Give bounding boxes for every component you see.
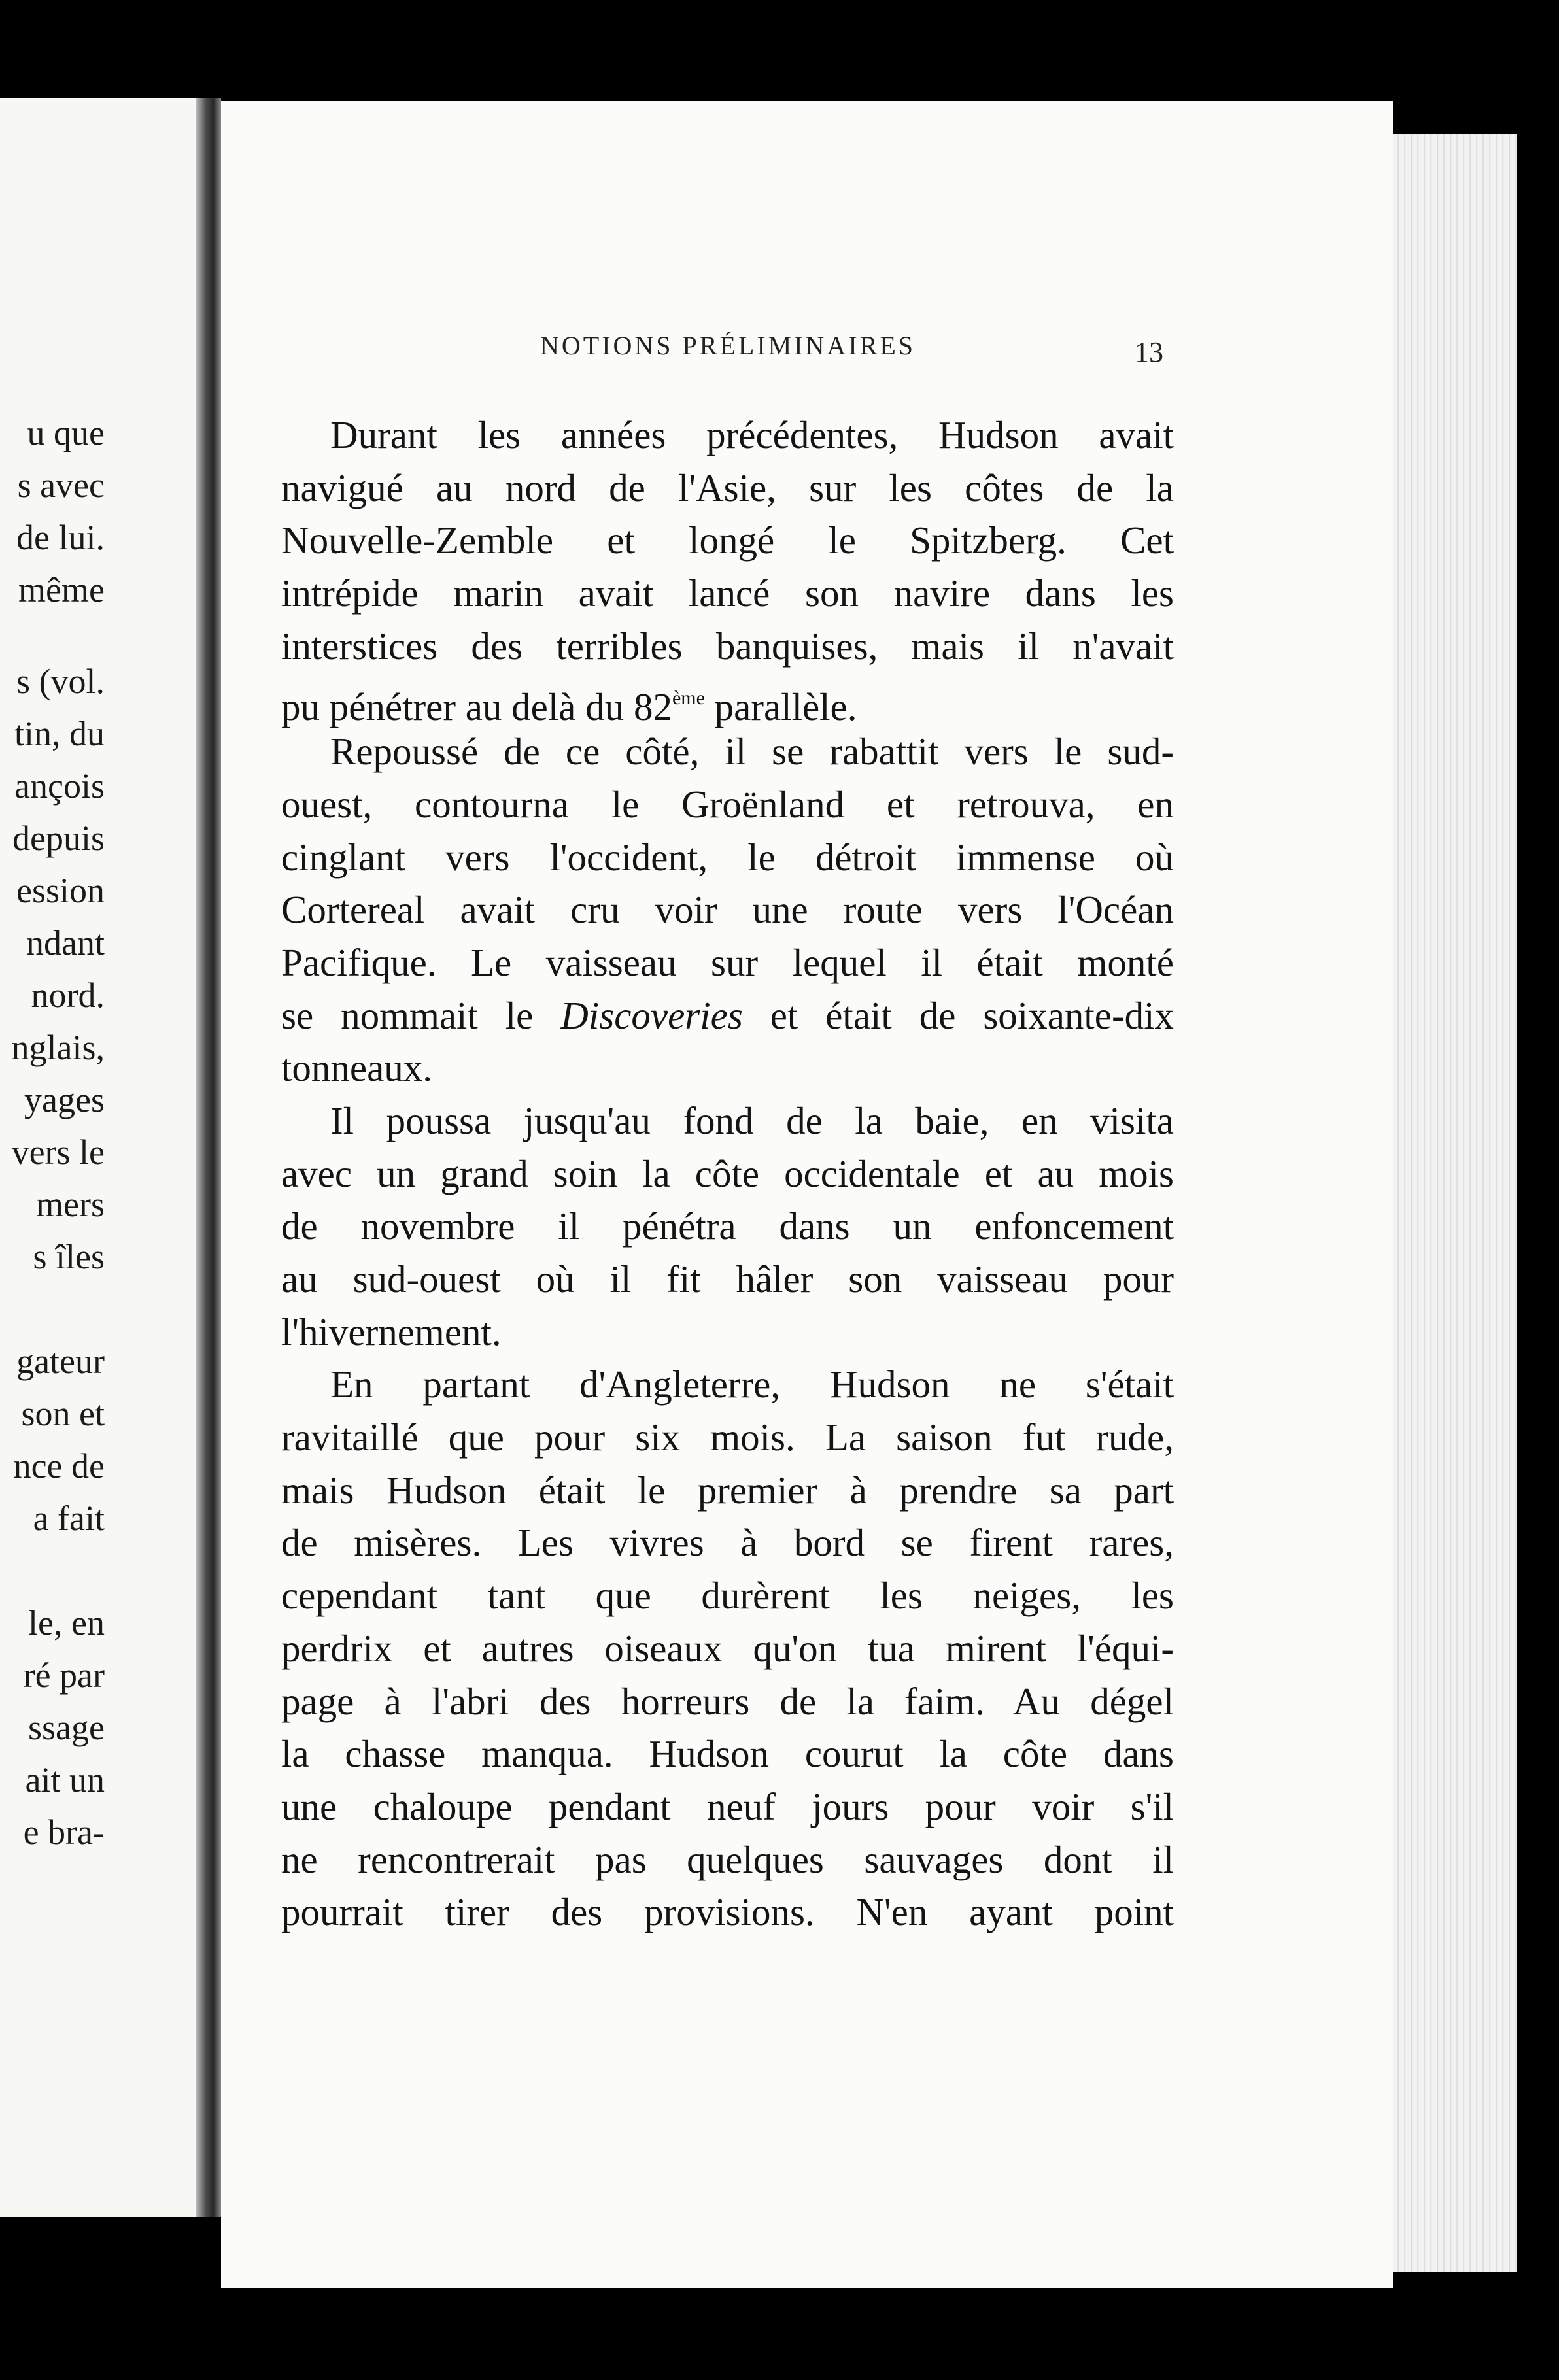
left-page-fragment: même (18, 570, 105, 609)
text-line: En partant d'Angleterre, Hudson ne s'était (330, 1363, 1174, 1406)
running-title: NOTIONS PRÉLIMINAIRES (540, 331, 916, 360)
left-page-fragment: gateur (16, 1342, 105, 1381)
left-page-fragment: ndant (26, 923, 105, 962)
left-page-fragment: depuis (12, 819, 105, 858)
superscript-ordinal: ème (672, 687, 705, 709)
text-line: l'hivernement. (281, 1310, 502, 1353)
left-page-fragment: nglais, (11, 1028, 105, 1067)
left-page-fragment: ançois (14, 766, 105, 806)
text-line: cependant tant que durèrent les neiges, les (281, 1574, 1174, 1618)
text-line: perdrix et autres oiseaux qu'on tua mirent l'équi- (281, 1626, 1174, 1670)
text-line: cinglant vers l'occident, le détroit immense où (281, 835, 1174, 879)
text-line: ouest, contourna le Groënland et retrouva, en (281, 782, 1174, 826)
text-line: Nouvelle-Zemble et longé le Spitzberg. Cet (281, 518, 1174, 562)
left-page-fragment: s (vol. (16, 662, 105, 701)
left-page-fragment: nce de (13, 1446, 105, 1486)
text-line: Il poussa jusqu'au fond de la baie, en visita (330, 1098, 1174, 1142)
text-fragment: pu pénétrer au delà du 82 (281, 685, 672, 729)
text-line: la chasse manqua. Hudson courut la côte dans (281, 1732, 1174, 1776)
left-page-fragment: yages (24, 1080, 105, 1119)
text-line: intrépide marin avait lancé son navire dans les (281, 571, 1174, 615)
text-line: page à l'abri des horreurs de la faim. Au dégel (281, 1679, 1174, 1723)
text-line: de misères. Les vivres à bord se firent rares, (281, 1521, 1174, 1565)
left-page-fragment: ssage (28, 1708, 105, 1747)
text-line (281, 672, 1174, 729)
text-line: Cortereal avait cru voir une route vers l'Océan (281, 888, 1174, 932)
left-page (0, 98, 196, 2217)
text-fragment: et était de soixante-dix (742, 993, 1174, 1037)
left-page-fragment: son et (21, 1394, 105, 1433)
ship-name: Discoveries (560, 993, 743, 1037)
left-page-fragment: nord. (31, 976, 105, 1015)
page-number: 13 (1135, 336, 1163, 368)
left-page-fragment: u que (27, 413, 105, 452)
text-fragment: parallèle. (704, 685, 857, 729)
text-line: tonneaux. (281, 1046, 433, 1090)
text-line: Repoussé de ce côté, il se rabattit vers le sud- (330, 730, 1174, 774)
left-page-fragment: ession (16, 871, 105, 910)
left-page-fragment: tin, du (14, 714, 105, 753)
text-line: ravitaillé que pour six mois. La saison fut rude, (281, 1416, 1174, 1459)
left-page-fragment: a fait (33, 1499, 105, 1538)
text-line: pourrait tirer des provisions. N'en ayant point (281, 1890, 1174, 1934)
left-page-fragment: ré par (23, 1656, 105, 1695)
left-page-fragment: le, en (28, 1603, 105, 1642)
left-page-fragment: s avec (17, 466, 105, 505)
left-page-fragment: de lui. (16, 518, 105, 557)
left-page-fragment: mers (36, 1185, 105, 1224)
book-gutter (196, 98, 221, 2217)
text-line: Pacifique. Le vaisseau sur lequel il était monté (281, 940, 1174, 984)
text-line: navigué au nord de l'Asie, sur les côtes de la (281, 466, 1174, 509)
left-page-fragment: ait un (25, 1760, 105, 1799)
page-edges (1393, 134, 1517, 2272)
body-text (281, 409, 1174, 1939)
text-line (281, 989, 1174, 1042)
left-page-fragment: vers le (11, 1132, 105, 1172)
text-line: Durant les années précédentes, Hudson avait (330, 413, 1174, 456)
text-line: une chaloupe pendant neuf jours pour voir s'il (281, 1784, 1174, 1828)
text-line: mais Hudson était le premier à prendre sa part (281, 1468, 1174, 1512)
text-fragment: se nommait le (281, 993, 561, 1037)
text-line: au sud-ouest où il fit hâler son vaisseau pour (281, 1257, 1174, 1300)
text-line: de novembre il pénétra dans un enfoncement (281, 1204, 1174, 1248)
text-line: ne rencontrerait pas quelques sauvages dont il (281, 1837, 1174, 1881)
text-line: avec un grand soin la côte occidentale et au mois (281, 1151, 1174, 1195)
left-page-fragment: s îles (33, 1237, 105, 1276)
text-line: interstices des terribles banquises, mais il n'avait (281, 624, 1174, 668)
left-page-fragment: e bra- (23, 1812, 105, 1852)
